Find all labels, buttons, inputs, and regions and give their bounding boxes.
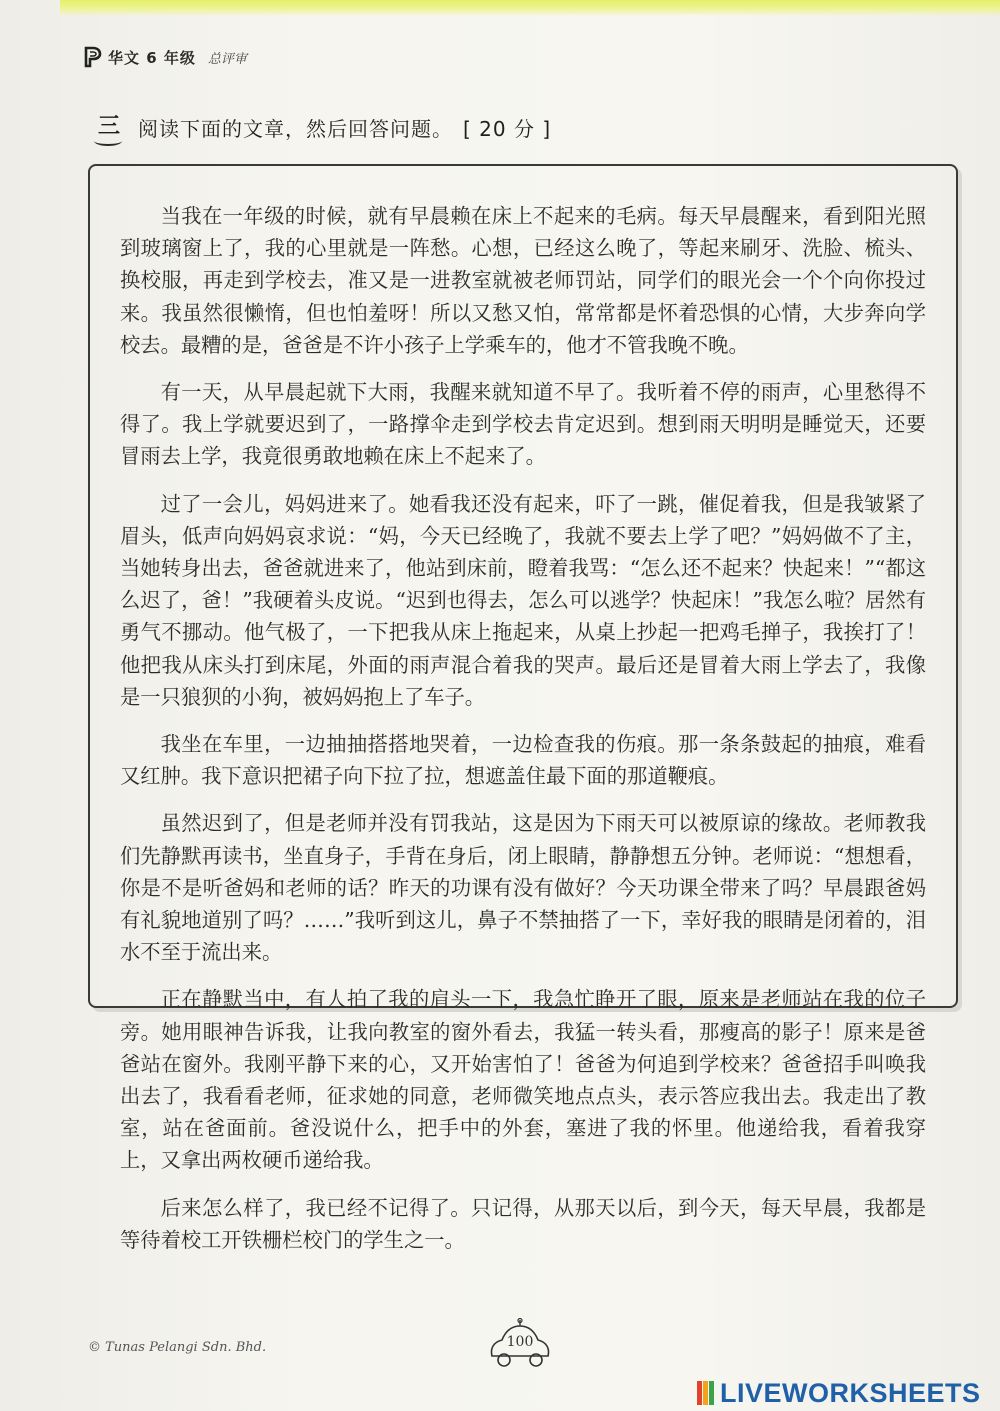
section-instruction: 阅读下面的文章，然后回答问题。 [138, 116, 453, 141]
watermark-text: LIVEWORKSHEETS [720, 1378, 981, 1408]
subject-grade: 华文 6 年级 [108, 48, 196, 67]
copyright-notice: © Tunas Pelangi Sdn. Bhd. [88, 1340, 267, 1355]
section-number: 三 [92, 112, 126, 142]
reading-passage-box [88, 164, 958, 1252]
unit-label: 总评审 [207, 51, 247, 67]
liveworksheets-watermark [696, 1378, 981, 1408]
reading-passage [120, 200, 926, 1271]
publisher-logo-icon [84, 46, 102, 68]
passage-paragraph-6: 正在静默当中，有人拍了我的肩头一下，我急忙睁开了眼，原来是老师站在我的位子旁。她用眼神告诉我，让我向教室的窗外看去，我猛一转头看，那瘦高的影子！原来是爸爸站在窗外。我刚平静下来的心，又开始害怕了！爸爸为何追到学校来？爸爸招手叫唤我出去了，我看看老师，征求她的同意，老师微笑地点点头，表示答应我出去。我走出了教室，站在爸面前。爸没说什么，把手中的外套，塞进了我的怀里。他递给我，看着我穿上，又拿出两枚硬币递给我。 [120, 987, 926, 1173]
liveworksheets-logo-icon [696, 1380, 716, 1406]
passage-paragraph-4: 我坐在车里，一边抽抽搭搭地哭着，一边检查我的伤痕。那一条条鼓起的抽痕，难看又红肿。我下意识把裙子向下拉了拉，想遮盖住最下面的那道鞭痕。 [120, 732, 926, 789]
passage-paragraph-3: 过了一会儿，妈妈进来了。她看我还没有起来，吓了一跳，催促着我，但是我皱紧了眉头，低声向妈妈哀求说：“妈，今天已经晚了，我就不要去上学了吧？”妈妈做不了主，当她转身出去，爸爸就进来了，他站到床前，瞪着我骂：“怎么还不起来？快起来！”“都这么迟了，爸！”我硬着头皮说。“迟到也得去，怎么可以逃学？快起床！”我怎么啦？居然有勇气不挪动。他气极了，一下把我从床上拖起来，从桌上抄起一把鸡毛掸子，我挨打了！他把我从床头打到床尾，外面的雨声混合着我的哭声。最后还是冒着大雨上学去了，我像是一只狼狈的小狗，被妈妈抱上了车子。 [120, 491, 926, 709]
passage-paragraph-7: 后来怎么样了，我已经不记得了。只记得，从那天以后，到今天，每天早晨，我都是等待着校工开铁栅栏校门的学生之一。 [120, 1195, 926, 1252]
passage-paragraph-5: 虽然迟到了，但是老师并没有罚我站，这是因为下雨天可以被原谅的缘故。老师教我们先静默再读书，坐直身子，手背在身后，闭上眼睛，静静想五分钟。老师说：“想想看，你是不是听爸妈和老师的话？昨天的功课有没有做好？今天功课全带来了吗？早晨跟爸妈有礼貌地道别了吗？……”我听到这儿，鼻子不禁抽搭了一下，幸好我的眼睛是闭着的，泪水不至于流出来。 [120, 811, 926, 965]
page-number: 100 [506, 1334, 534, 1350]
page-header [84, 46, 247, 68]
passage-paragraph-1: 当我在一年级的时候，就有早晨赖在床上不起来的毛病。每天早晨醒来，看到阳光照到玻璃窗上了，我的心里就是一阵愁。心想，已经这么晚了，等起来刷牙、洗脸、梳头、换校服，再走到学校去，准又是一进教室就被老师罚站，同学们的眼光会一个个向你投过来。我虽然很懒惰，但也怕羞呀！所以又愁又怕，常常都是怀着恐惧的心情，大步奔向学校去。最糟的是，爸爸是不许小孩子上学乘车的，他才不管我晚不晚。 [120, 204, 926, 357]
passage-paragraph-2: 有一天，从早晨起就下大雨，我醒来就知道不早了。我听着不停的雨声，心里愁得不得了。我上学就要迟到了，一路撑伞走到学校去肯定迟到。想到雨天明明是睡觉天，还要冒雨去上学，我竟很勇敢地赖在床上不起来了。 [120, 380, 926, 469]
section-heading [92, 112, 551, 142]
section-score: [ 20 分 ] [463, 116, 552, 141]
highlighter-strip [60, 0, 1000, 16]
